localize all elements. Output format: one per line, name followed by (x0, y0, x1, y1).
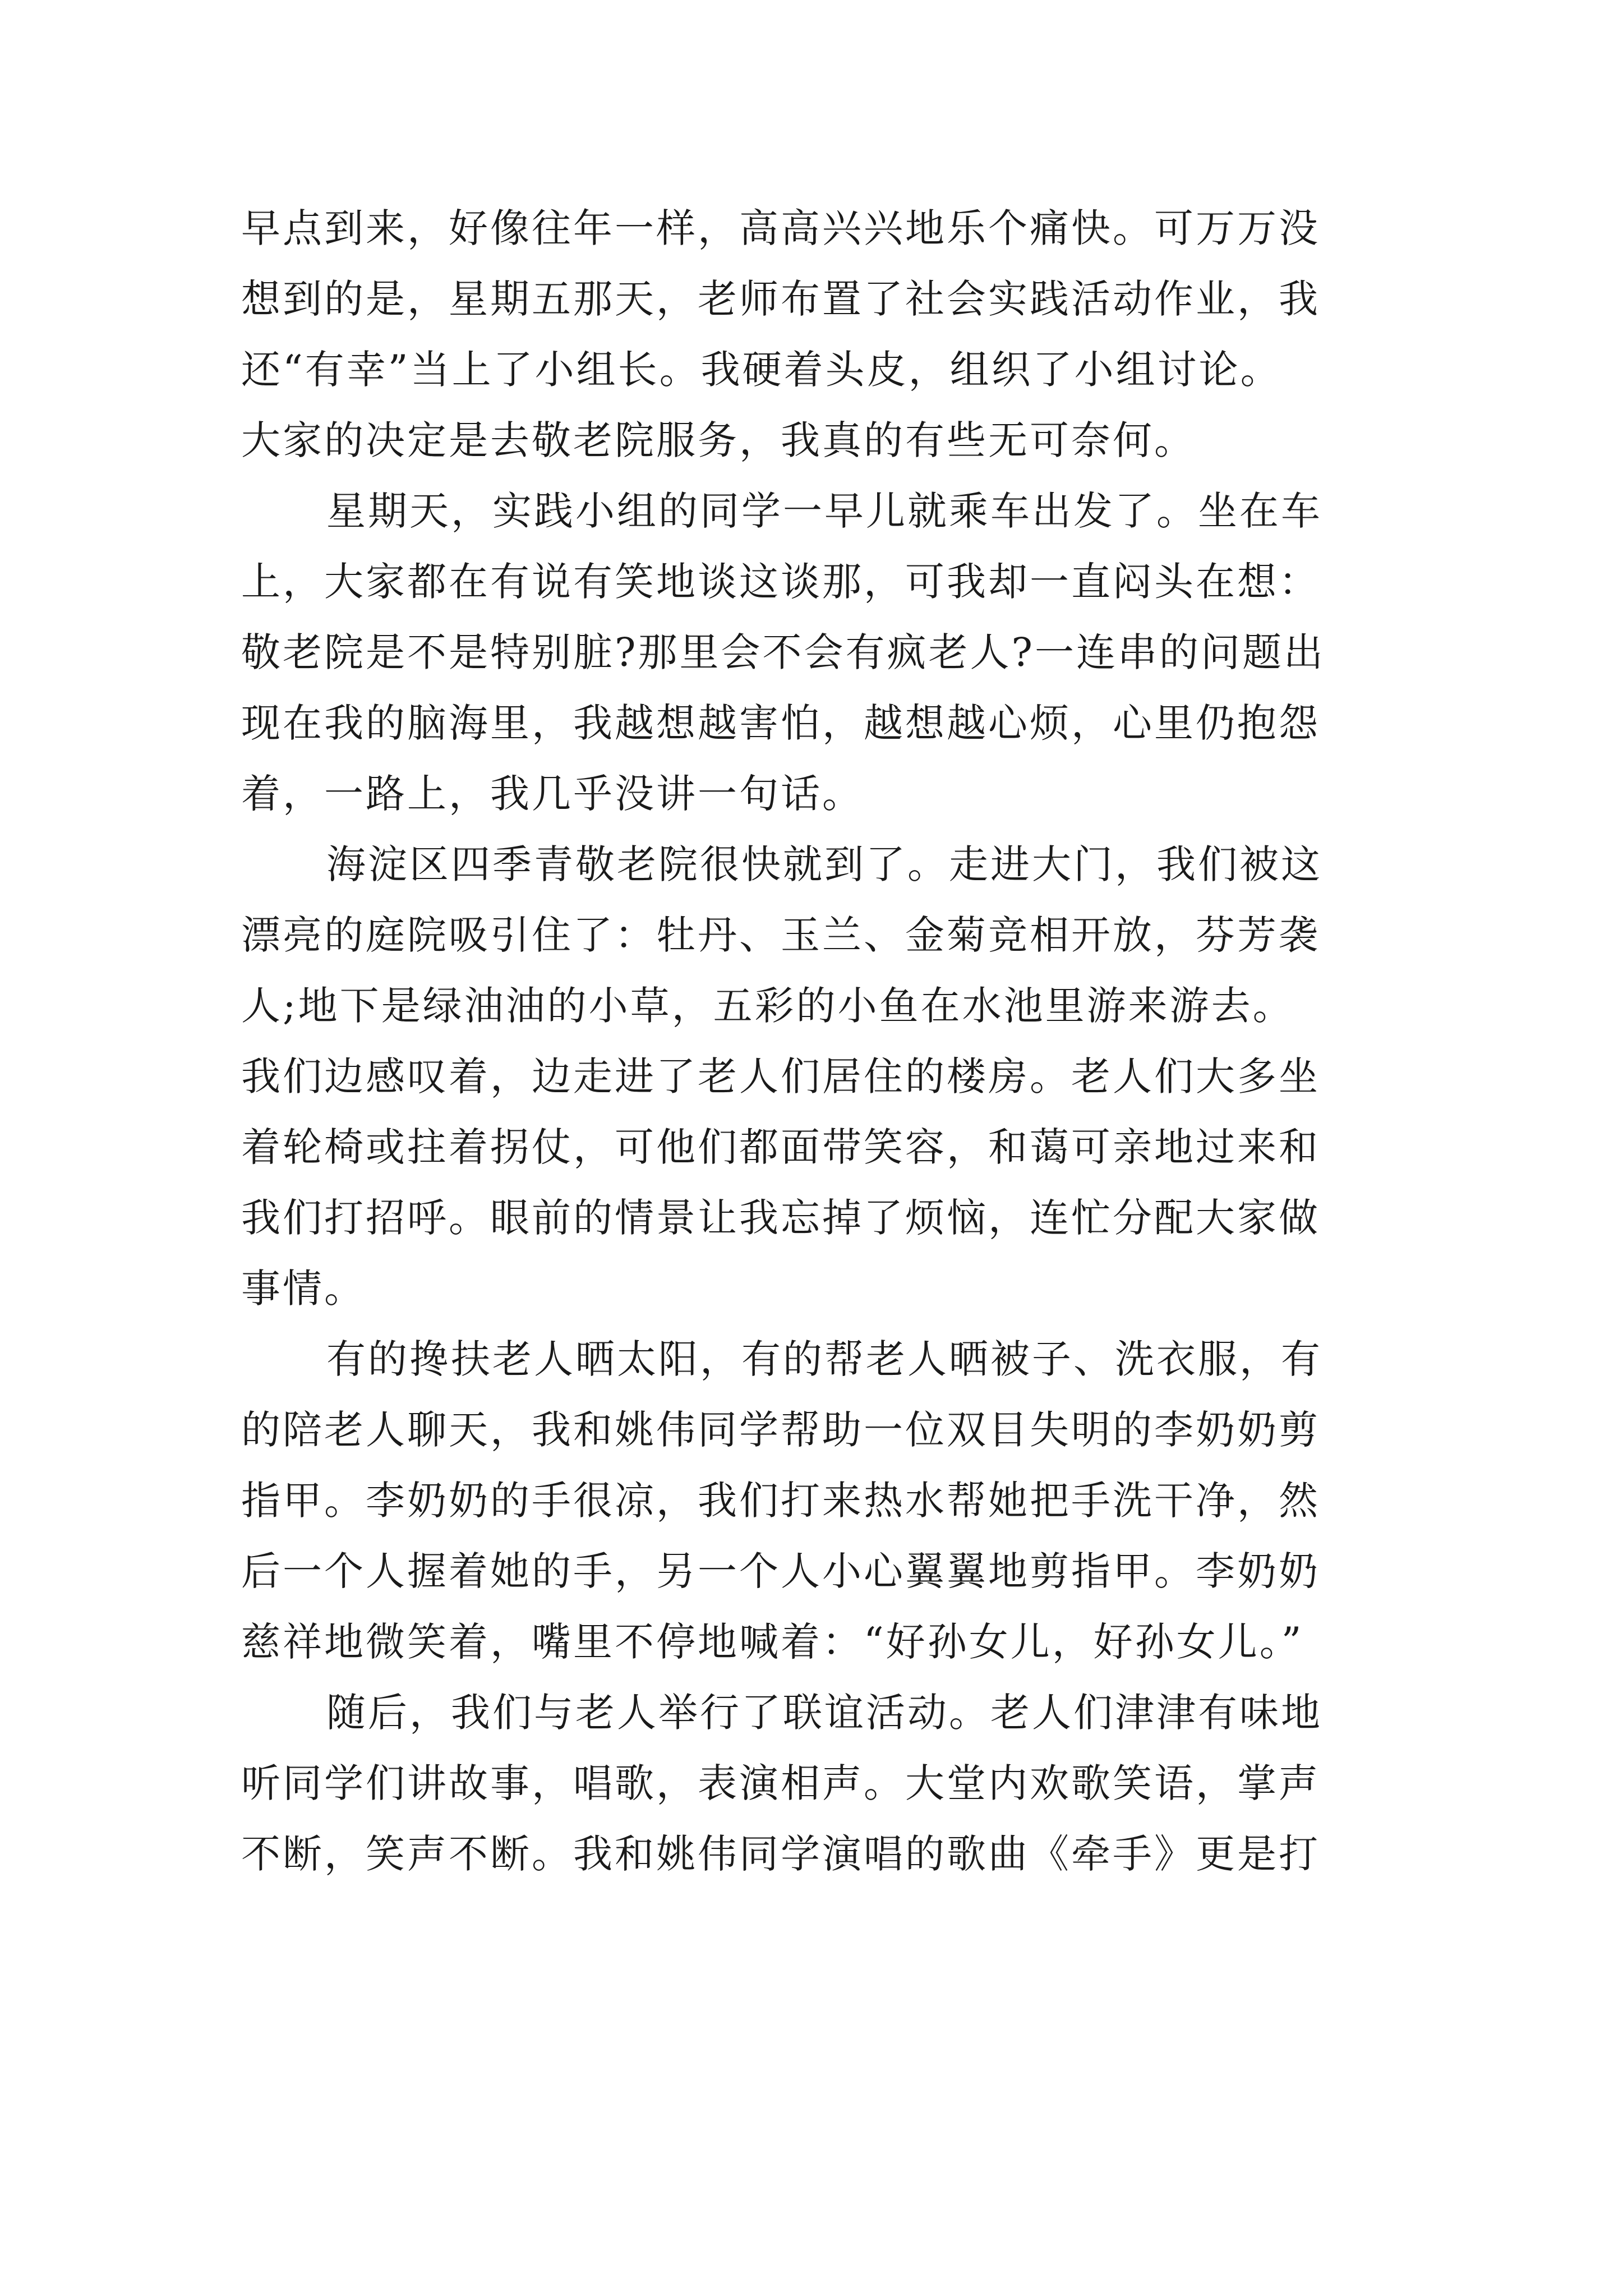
text-line: 的陪老人聊天，我和姚伟同学帮助一位双目失明的李奶奶剪 (241, 1407, 1320, 1453)
text-line: 着轮椅或拄着拐仗，可他们都面带笑容，和蔼可亲地过来和 (241, 1124, 1320, 1170)
text-line: 我们打招呼。眼前的情景让我忘掉了烦恼，连忙分配大家做 (241, 1195, 1320, 1241)
text-line: 上，大家都在有说有笑地谈这谈那，可我却一直闷头在想： (241, 559, 1320, 605)
text-line: 人;地下是绿油油的小草，五彩的小鱼在水池里游来游去。 (241, 983, 1294, 1029)
text-line: 敬老院是不是特别脏?那里会不会有疯老人?一连串的问题出 (241, 629, 1326, 675)
text-line: 事情。 (241, 1266, 366, 1312)
text-line: 大家的决定是去敬老院服务，我真的有些无可奈何。 (241, 417, 1196, 463)
essay-body (241, 193, 1385, 1889)
text-line: 指甲。李奶奶的手很凉，我们打来热水帮她把手洗干净，然 (241, 1478, 1320, 1524)
text-line: 现在我的脑海里，我越想越害怕，越想越心烦，心里仍抱怨 (241, 700, 1320, 746)
text-line: 想到的是，星期五那天，老师布置了社会实践活动作业，我 (241, 276, 1320, 322)
paragraph-first-line: 有的搀扶老人晒太阳，有的帮老人晒被子、洗衣服，有 (326, 1336, 1322, 1382)
text-line: 还“有幸”当上了小组长。我硬着头皮，组织了小组讨论。 (241, 347, 1282, 393)
text-line: 着，一路上，我几乎没讲一句话。 (241, 771, 864, 817)
text-line: 漂亮的庭院吸引住了：牡丹、玉兰、金菊竞相开放，芬芳袭 (241, 912, 1320, 958)
text-line: 慈祥地微笑着，嘴里不停地喊着：“好孙女儿，好孙女儿。” (241, 1619, 1304, 1665)
text-line: 后一个人握着她的手，另一个人小心翼翼地剪指甲。李奶奶 (241, 1548, 1320, 1594)
text-line: 我们边感叹着，边走进了老人们居住的楼房。老人们大多坐 (241, 1053, 1320, 1099)
paragraph-first-line: 海淀区四季青敬老院很快就到了。走进大门，我们被这 (326, 841, 1322, 887)
text-line: 听同学们讲故事，唱歌，表演相声。大堂内欢歌笑语，掌声 (241, 1760, 1320, 1806)
paragraph-first-line: 随后，我们与老人举行了联谊活动。老人们津津有味地 (326, 1690, 1322, 1736)
text-line: 不断，笑声不断。我和姚伟同学演唱的歌曲《牵手》更是打 (241, 1831, 1320, 1877)
text-line: 早点到来，好像往年一样，高高兴兴地乐个痛快。可万万没 (241, 205, 1320, 251)
paragraph-first-line: 星期天，实践小组的同学一早儿就乘车出发了。坐在车 (326, 488, 1322, 534)
